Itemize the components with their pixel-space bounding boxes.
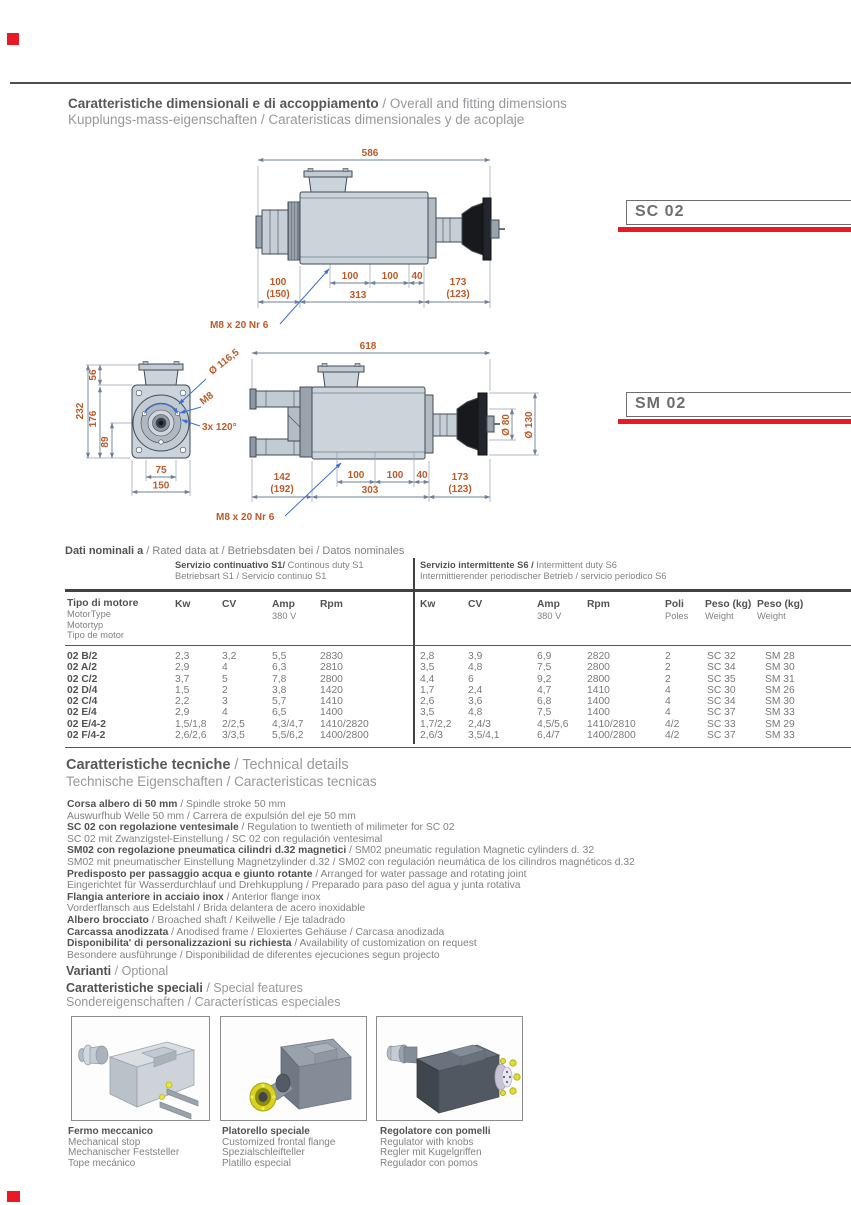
column-header-weight-sm: Peso (kg) Weight: [757, 599, 804, 621]
caption-special-flange: [222, 1127, 372, 1169]
table-cell: 2,9: [175, 662, 190, 674]
model-label-sm02: [626, 392, 851, 417]
table-cell: 1,7/2,2: [420, 718, 452, 730]
table-cell: 3/3,5: [222, 730, 245, 742]
caption-mechanical-stop: [68, 1127, 218, 1169]
table-cell: 6,3: [272, 662, 287, 674]
table-cell: 2,3: [175, 651, 190, 662]
table-cell: 1400/2800: [587, 730, 636, 742]
tech-detail-line: Flangia anteriore in acciaio inox / Anterior flange inox: [67, 891, 321, 903]
dim-sm-total: 618: [359, 341, 377, 352]
dim-front-75: 75: [155, 465, 167, 476]
dim-sm-left-alt: (192): [270, 484, 294, 495]
table-cell: 02 D/4: [67, 684, 98, 696]
table-row: [65, 685, 851, 696]
table-cell: 02 C/2: [67, 673, 98, 685]
table-cell: 4/2: [665, 730, 680, 742]
table-cell: 4,3/4,7: [272, 718, 304, 730]
table-cell: 3,7: [175, 673, 190, 685]
table-cell: 7,5: [537, 707, 552, 719]
dim-sm-bolt: M8 x 20 Nr 6: [216, 512, 275, 523]
tech-detail-line: SC 02 mit Zwanzigstel-Einstellung / SC 02 con regulación ventesimal: [67, 833, 383, 845]
table-cell: 4,7: [537, 684, 552, 696]
feature-caption-line: Regler mit Kugelgriffen: [380, 1147, 482, 1159]
table-cell: SM 30: [765, 696, 795, 708]
table-cell: 2: [222, 684, 228, 696]
feature-image-regulator-knobs: [376, 1016, 523, 1121]
column-header-motor-type: Tipo di motore MotorType Motortyp Tipo de motor: [67, 598, 139, 641]
table-cell: 1400/2800: [320, 730, 369, 742]
table-cell: 2810: [320, 662, 343, 674]
table-cell: SM 33: [765, 730, 795, 742]
page-title-english: / Overall and fitting dimensions: [378, 96, 567, 111]
table-cell: 4: [222, 662, 228, 674]
table-cell: 6,8: [537, 696, 552, 708]
column-header-kw-s1: Kw: [175, 599, 191, 610]
table-cell: 1400: [587, 707, 610, 719]
table-cell: 1410: [587, 684, 610, 696]
table-cell: SM 31: [765, 673, 795, 685]
dim-sc-right: 173: [449, 277, 467, 288]
table-cell: 4,4: [420, 673, 435, 685]
table-cell: SM 29: [765, 718, 795, 730]
caption-regulator-knobs: [380, 1127, 530, 1169]
table-cell: 6,5: [272, 707, 287, 719]
table-title: [65, 545, 404, 557]
table-cell: 4: [222, 707, 228, 719]
table-cell: 2,4/3: [468, 718, 491, 730]
dim-front-m8: M8: [198, 390, 216, 408]
column-header-kw-s6: Kw: [420, 599, 436, 610]
table-cell: SM 28: [765, 651, 795, 662]
dim-sc-right-alt: (123): [446, 289, 470, 300]
table-row: [65, 696, 851, 707]
table-title-rest: / Rated data at / Betriebsdaten bei / Datos nominales: [143, 545, 405, 557]
feature-caption-line: Mechanical stop: [68, 1136, 141, 1148]
table-cell: 02 A/2: [67, 662, 97, 674]
dim-front-dia: Ø 116,5: [207, 347, 242, 378]
table-cell: 1,5/1,8: [175, 718, 207, 730]
tech-detail-line: Carcassa anodizzata / Anodised frame / Eloxiertes Gehäuse / Carcasa anodizada: [67, 926, 445, 938]
dim-sm-seg3: 40: [416, 470, 428, 481]
table-cell: 5,7: [272, 696, 287, 708]
table-cell: SM 30: [765, 662, 795, 674]
table-cell: SM 26: [765, 684, 795, 696]
table-cell: 02 E/4: [67, 707, 97, 719]
table-row: [65, 707, 851, 718]
tech-detail-line: Disponibilita' di personalizzazioni su richiesta / Availability of customization on request: [67, 938, 477, 950]
table-cell: 7,8: [272, 673, 287, 685]
feature-caption-line: Customized frontal flange: [222, 1136, 336, 1148]
table-cell: 1420: [320, 684, 343, 696]
table-cell: 2800: [320, 673, 343, 685]
table-cell: 6,4/7: [537, 730, 560, 742]
table-cell: 4: [665, 696, 671, 708]
tech-section-subtitle: Technische Eigenschaften / Caracteristicas tecnicas: [66, 774, 377, 789]
table-cell: SC 34: [707, 662, 736, 674]
column-header-amp-s1: Amp 380 V: [272, 599, 297, 621]
variants-title: Varianti / Optional: [66, 964, 169, 978]
table-cell: 2: [665, 673, 671, 685]
table-cell: 1,7: [420, 684, 435, 696]
table-cell: 1410/2810: [587, 718, 636, 730]
spec-table-rows: [65, 651, 851, 741]
tech-detail-line: Vorderflansch aus Edelstahl / Brida delantera de acero inoxidable: [67, 903, 366, 915]
table-cell: 4/2: [665, 718, 680, 730]
red-page-marker-bottom: [7, 1191, 20, 1202]
table-group-continuous: Servizio continuativo S1/ Continous duty S1 Betriebsart S1 / Servicio continuo S1: [175, 560, 364, 581]
table-cell: 2,8: [420, 651, 435, 662]
dim-sm-seg2: 100: [386, 470, 404, 481]
table-row: [65, 651, 851, 662]
table-cell: 2,2: [175, 696, 190, 708]
dim-sc-seg3: 40: [411, 271, 423, 282]
sc02-dimension-drawing: [200, 140, 620, 340]
table-cell: 2800: [587, 662, 610, 674]
table-cell: 3,5/4,1: [468, 730, 500, 742]
table-cell: 4: [665, 707, 671, 719]
dim-front-pattern: 3x 120°: [202, 422, 237, 433]
table-bottom-rule: [65, 747, 851, 748]
table-cell: 5,5: [272, 651, 287, 662]
table-cell: 6: [468, 673, 474, 685]
table-cell: 2,6/2,6: [175, 730, 207, 742]
table-cell: 2820: [587, 651, 610, 662]
dim-sc-seg2: 100: [381, 271, 399, 282]
tech-detail-list: [67, 799, 851, 961]
table-cell: 2/2,5: [222, 718, 245, 730]
special-features-subtitle: Sondereigenschaften / Características especiales: [66, 995, 341, 1009]
table-cell: 3,5: [420, 662, 435, 674]
table-cell: 5: [222, 673, 228, 685]
model-label-sc02-text: SC 02: [635, 203, 685, 220]
table-group-intermittent: Servizio intermittente S6 / Intermittent duty S6 Intermittierender periodischer Betrieb / servicio periodico S6: [420, 560, 667, 581]
feature-caption-line: Regulator with knobs: [380, 1136, 474, 1148]
table-cell: SC 37: [707, 707, 736, 719]
table-cell: 1410: [320, 696, 343, 708]
model-label-sm02-text: SM 02: [635, 395, 687, 412]
top-divider: [10, 82, 851, 84]
feature-image-special-flange: [220, 1016, 367, 1121]
feature-caption-title: Platorello speciale: [222, 1126, 310, 1137]
model-label-sc02: [626, 200, 851, 225]
table-top-rule: [65, 589, 851, 592]
tech-detail-line: Albero brocciato / Broached shaft / Keilwelle / Eje taladrado: [67, 914, 346, 926]
dim-front-150: 150: [152, 480, 170, 492]
table-cell: 02 B/2: [67, 651, 98, 662]
table-cell: 4,8: [468, 662, 483, 674]
dim-sm-mid: 303: [361, 485, 379, 496]
table-row: [65, 674, 851, 685]
table-cell: 3,9: [468, 651, 483, 662]
table-cell: 4: [665, 684, 671, 696]
table-title-italian: Dati nominali a: [65, 545, 144, 557]
dim-sc-bolt: M8 x 20 Nr 6: [210, 320, 269, 331]
table-cell: SC 32: [707, 651, 736, 662]
column-header-cv-s1: CV: [222, 599, 237, 610]
red-page-marker-top: [7, 33, 19, 45]
dim-front-56: 56: [88, 369, 99, 381]
special-features-title: Caratteristiche speciali / Special features: [66, 981, 303, 995]
table-cell: 2,9: [175, 707, 190, 719]
table-cell: SM 33: [765, 707, 795, 719]
page-subtitle: Kupplungs-mass-eigenschaften / Carateristicas dimensionales y de acoplaje: [68, 112, 525, 127]
tech-detail-line: Eingerichtet für Wasserdurchlauf und Drehkupplung / Preparado para paso del agua y junta rotativa: [67, 880, 521, 892]
tech-detail-line: Predisposto per passaggio acqua e giunto rotante / Arranged for water passage and rotating joint: [67, 868, 527, 880]
feature-caption-line: Tope mecánico: [68, 1157, 136, 1169]
dim-sm-right: 173: [451, 472, 469, 483]
feature-caption-line: Mechanischer Feststeller: [68, 1147, 180, 1159]
dim-sc-seg1: 100: [341, 271, 359, 282]
feature-caption-line: Platillo especial: [222, 1157, 291, 1169]
table-cell: 7,5: [537, 662, 552, 674]
table-cell: 5,5/6,2: [272, 730, 304, 742]
dim-sc-mid: 313: [349, 290, 367, 301]
model-label-sm02-underline: [618, 419, 851, 424]
table-header-rule: [65, 645, 851, 646]
table-cell: 3: [222, 696, 228, 708]
column-header-rpm-s6: Rpm: [587, 599, 610, 610]
table-cell: 02 C/4: [67, 696, 98, 708]
table-cell: 3,2: [222, 651, 237, 662]
tech-detail-line: SC 02 con regolazione ventesimale / Regulation to twentieth of milimeter for SC 02: [67, 822, 455, 834]
tech-section-title: Caratteristiche tecniche / Technical details: [66, 757, 349, 773]
column-header-rpm-s1: Rpm: [320, 599, 343, 610]
page-title: [68, 96, 567, 111]
column-header-cv-s6: CV: [468, 599, 483, 610]
table-cell: 2,4: [468, 684, 483, 696]
table-cell: 02 F/4-2: [67, 730, 106, 742]
table-cell: 02 E/4-2: [67, 718, 106, 730]
table-cell: 1410/2820: [320, 718, 369, 730]
dim-sm-right-alt: (123): [448, 484, 472, 495]
tech-detail-line: Besondere ausführunge / Disponibilidad de diferentes ejecuciones segun projecto: [67, 949, 440, 961]
table-cell: 2: [665, 651, 671, 662]
dim-front-232: 232: [75, 402, 86, 420]
tech-detail-line: SM02 mit pneumatischer Einstellung Magnetzylinder d.32 / SM02 con regulación neumática de los cilindros magnéticos d.32: [67, 856, 635, 868]
sm02-dimension-drawing: [60, 335, 600, 530]
dim-sc-left: 100: [269, 277, 287, 288]
dim-front-89: 89: [100, 436, 111, 448]
table-cell: 3,8: [272, 684, 287, 696]
tech-detail-line: SM02 con regolazione pneumatica cilindri d.32 magnetici / SM02 pneumatic regulation Magnetic cylinders d. 32: [67, 845, 595, 857]
dim-front-176: 176: [88, 410, 99, 428]
feature-image-mechanical-stop: [71, 1016, 210, 1121]
model-label-sc02-underline: [618, 227, 851, 232]
table-row: [65, 730, 851, 741]
table-cell: 3,6: [468, 696, 483, 708]
feature-caption-title: Fermo meccanico: [68, 1126, 154, 1137]
table-cell: 1,5: [175, 684, 190, 696]
table-cell: SC 30: [707, 684, 736, 696]
mechanical-stop-render: [72, 1017, 209, 1120]
column-header-amp-s6: Amp 380 V: [537, 599, 562, 621]
table-cell: 2,6/3: [420, 730, 443, 742]
feature-caption-line: Spezialschleifteller: [222, 1147, 305, 1159]
regulator-knobs-render: [377, 1017, 522, 1120]
dim-sm-d130: Ø 130: [524, 411, 535, 439]
feature-caption-line: Regulador con pomos: [380, 1157, 478, 1169]
dim-sm-left: 142: [273, 472, 291, 483]
table-cell: 1400: [587, 696, 610, 708]
table-cell: 9,2: [537, 673, 552, 685]
dim-sc-total: 586: [361, 148, 379, 159]
tech-detail-line: Corsa albero di 50 mm / Spindle stroke 50 mm: [67, 799, 286, 810]
special-flange-render: [221, 1017, 366, 1120]
table-cell: 4,8: [468, 707, 483, 719]
dim-sm-seg1: 100: [347, 470, 365, 481]
column-header-weight-sc: Peso (kg) Weight: [705, 599, 752, 621]
table-cell: 2830: [320, 651, 343, 662]
page-title-italian: Caratteristiche dimensionali e di accoppiamento: [68, 96, 379, 111]
column-header-poles: Poli Poles: [665, 599, 689, 621]
dim-sc-left-alt: (150): [266, 289, 290, 300]
dim-sm-d80: Ø 80: [501, 414, 512, 436]
table-row: [65, 719, 851, 730]
table-cell: 6,9: [537, 651, 552, 662]
table-cell: 2: [665, 662, 671, 674]
tech-detail-line: Auswurfhub Welle 50 mm / Carrera de expulsión del eje 50 mm: [67, 810, 356, 822]
table-cell: SC 34: [707, 696, 736, 708]
table-cell: 3,5: [420, 707, 435, 719]
table-cell: SC 37: [707, 730, 736, 742]
table-cell: 2,6: [420, 696, 435, 708]
table-cell: 2800: [587, 673, 610, 685]
table-cell: 4,5/5,6: [537, 718, 569, 730]
table-cell: SC 35: [707, 673, 736, 685]
table-cell: 1400: [320, 707, 343, 719]
feature-caption-title: Regolatore con pomelli: [380, 1126, 491, 1137]
table-row: [65, 662, 851, 673]
table-cell: SC 33: [707, 718, 736, 730]
